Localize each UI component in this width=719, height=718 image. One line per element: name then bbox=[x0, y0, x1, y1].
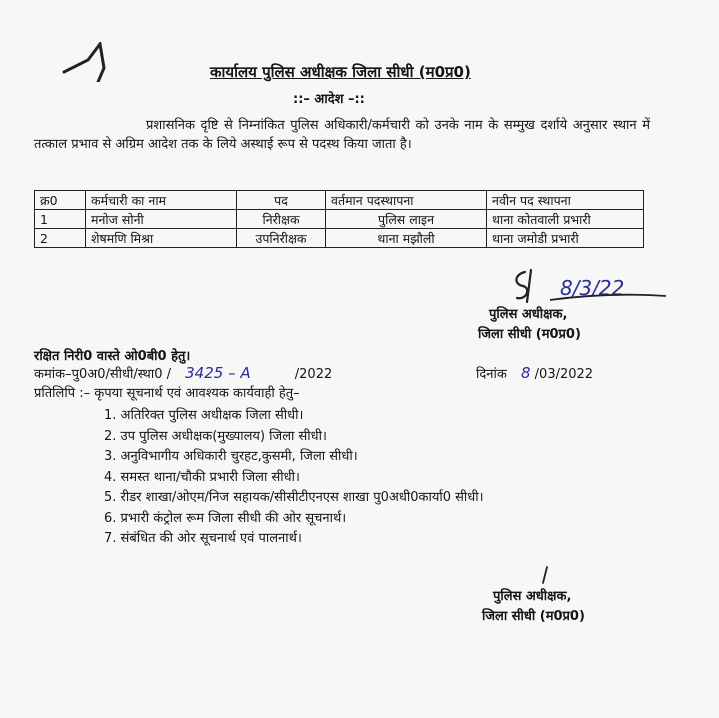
date-month-year: /03/2022 bbox=[534, 367, 594, 382]
header-post: पद bbox=[237, 191, 326, 210]
handwritten-date: 8/3/22 bbox=[560, 276, 625, 300]
order-paragraph: प्रशासनिक दृष्टि से निम्नांकित पुलिस अधिकारी/कर्मचारी को उनके नाम के सम्मुख दर्शाये अनुसार स्थान में तत्काल प्रभाव से अग्रिम आदेश तक के लिये अस्थाई रूप से पदस्थ किया जाता है। bbox=[34, 118, 650, 152]
cell-new-posting: थाना जमोडी प्रभारी bbox=[487, 229, 644, 248]
date-label: दिनांक bbox=[476, 367, 507, 382]
cell-current-posting: पुलिस लाइन bbox=[326, 210, 487, 229]
signatory-office: जिला सीधी (म0प्र0) bbox=[478, 327, 581, 342]
copy-to-list bbox=[104, 405, 484, 549]
reference-year: /2022 bbox=[294, 367, 333, 382]
copy-to-label: प्रतिलिपि :– कृपया सूचनार्थ एवं आवश्यक कार्यवाही हेतु– bbox=[34, 386, 300, 401]
cell-new-posting: थाना कोतवाली प्रभारी bbox=[487, 210, 644, 229]
date-day: 8 bbox=[520, 364, 531, 382]
list-item: 3. अनुविभागीय अधिकारी चुरहट,कुसमी, जिला सीधी। bbox=[104, 449, 358, 464]
cell-name: शेषमणि मिश्रा bbox=[86, 229, 237, 248]
footer-note: रक्षित निरी0 वास्ते ओ0बी0 हेतु। bbox=[34, 349, 191, 364]
cell-serial: 2 bbox=[35, 229, 86, 248]
transfer-table bbox=[34, 190, 644, 248]
document-title: कार्यालय पुलिस अधीक्षक जिला सीधी (म0प्र0) bbox=[210, 63, 471, 81]
signature-mark bbox=[538, 565, 552, 585]
table-row bbox=[35, 210, 644, 229]
cell-current-posting: थाना मझौली bbox=[326, 229, 487, 248]
signatory-office-2: जिला सीधी (म0प्र0) bbox=[482, 609, 585, 624]
header-new-posting: नवीन पद स्थापना bbox=[487, 191, 644, 210]
signature-underline bbox=[548, 290, 668, 304]
cell-post: उपनिरीक्षक bbox=[237, 229, 326, 248]
header-current-posting: वर्तमान पदस्थापना bbox=[326, 191, 487, 210]
date-line bbox=[476, 364, 593, 382]
cell-post: निरीक्षक bbox=[237, 210, 326, 229]
signatory-title: पुलिस अधीक्षक, bbox=[489, 307, 568, 322]
reference-number: 3425 – A bbox=[185, 364, 251, 382]
header-name: कर्मचारी का नाम bbox=[86, 191, 237, 210]
reference-prefix: कमांक–पु0अ0/सीधी/स्था0 / bbox=[34, 367, 171, 382]
signatory-title-2: पुलिस अधीक्षक, bbox=[493, 589, 572, 604]
header-serial: क्र0 bbox=[35, 191, 86, 210]
handwritten-tick-mark bbox=[60, 42, 130, 82]
list-item: 7. संबंधित की ओर सूचनार्थ एवं पालनार्थ। bbox=[104, 531, 302, 546]
table-row bbox=[35, 229, 644, 248]
cell-name: मनोज सोनी bbox=[86, 210, 237, 229]
list-item: 2. उप पुलिस अधीक्षक(मुख्यालय) जिला सीधी। bbox=[104, 428, 327, 444]
list-item: 5. रीडर शाखा/ओएम/निज सहायक/सीसीटीएनएस शाखा पु0अधी0कार्या0 सीधी। bbox=[104, 490, 484, 505]
order-heading: ::– आदेश –:: bbox=[293, 92, 365, 107]
list-item: 4. समस्त थाना/चौकी प्रभारी जिला सीधी। bbox=[104, 469, 300, 485]
list-item: 6. प्रभारी कंट्रोल रूम जिला सीधी की ओर सूचनार्थ। bbox=[104, 510, 347, 526]
table-header-row bbox=[35, 191, 644, 210]
list-item: 1. अतिरिक्त पुलिस अधीक्षक जिला सीधी। bbox=[104, 408, 304, 423]
reference-line bbox=[34, 364, 332, 382]
cell-serial: 1 bbox=[35, 210, 86, 229]
